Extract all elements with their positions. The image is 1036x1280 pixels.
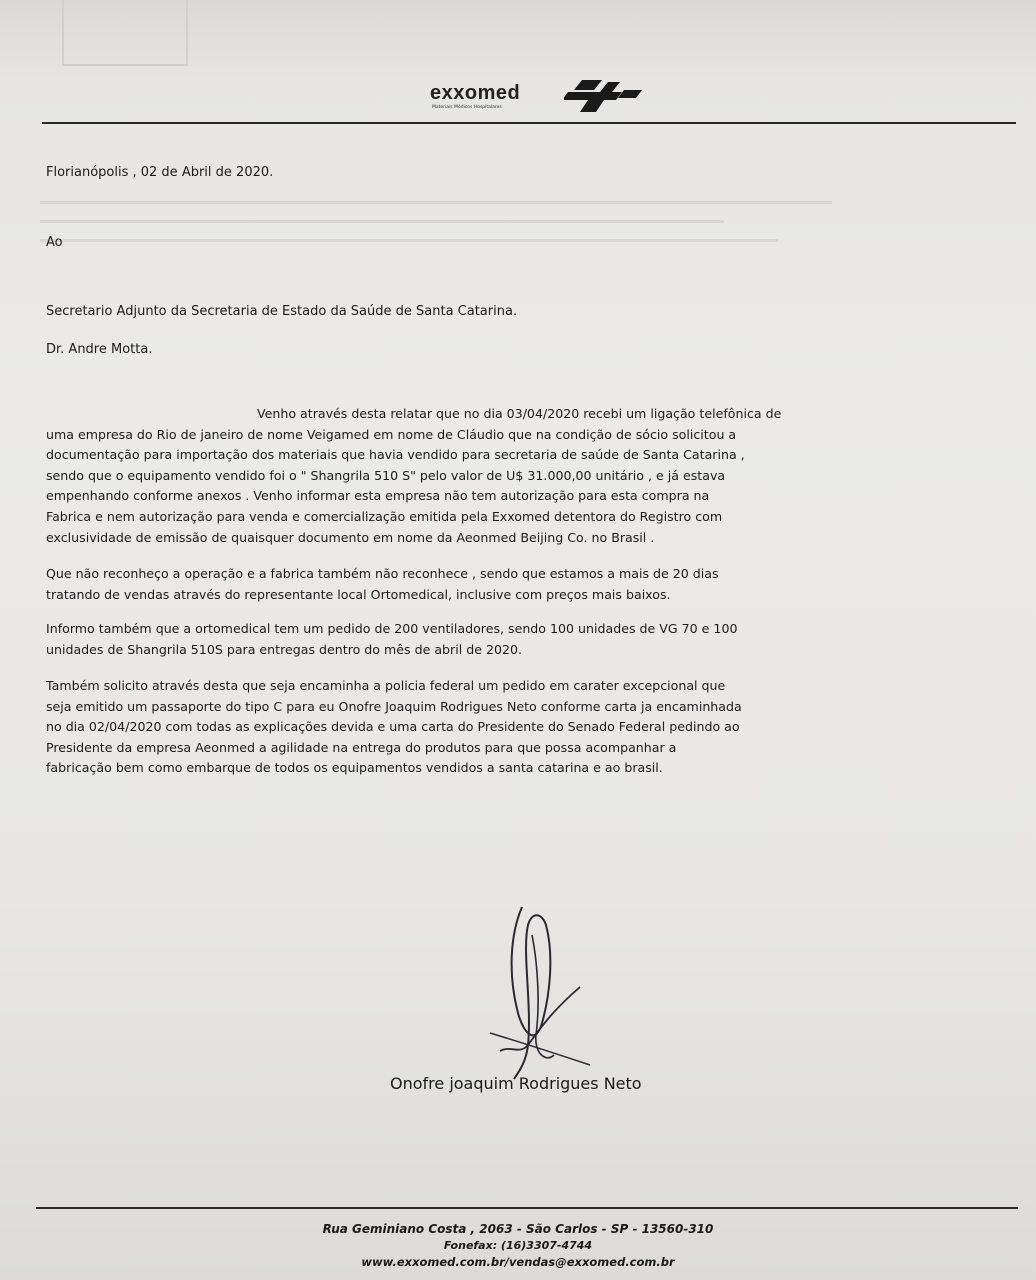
body-paragraph-4 bbox=[46, 676, 1036, 779]
header-divider bbox=[42, 122, 1016, 124]
company-logo bbox=[428, 78, 648, 116]
text-line: Fabrica e nem autorização para venda e comercialização emitida pela Exxomed detentora do Registro com bbox=[46, 508, 723, 524]
body-paragraph-3 bbox=[46, 619, 1036, 660]
handwritten-signature bbox=[470, 895, 610, 1085]
text-line: Presidente da empresa Aeonmed a agilidade na entrega do produtos para que possa acompanhar a bbox=[46, 739, 677, 755]
place-date: Florianópolis , 02 de Abril de 2020. bbox=[46, 165, 274, 180]
text-line: empenhando conforme anexos . Venho informar esta empresa não tem autorização para esta compra na bbox=[46, 488, 710, 504]
text-line: exclusividade de emissão de quaisquer documento em nome da Aeonmed Beijing Co. no Brasil . bbox=[46, 529, 655, 545]
text-line: documentação para importação dos materiais que havia vendido para secretaria de saúde de Santa Catarina , bbox=[46, 447, 745, 463]
logo-tagline: Materiais Médicos Hospitalares bbox=[432, 105, 502, 110]
recipient-name: Dr. Andre Motta. bbox=[46, 342, 153, 357]
letterhead bbox=[0, 72, 1036, 122]
text-line: seja emitido um passaporte do tipo C para eu Onofre Joaquim Rodrigues Neto conforme carta ja encaminhada bbox=[46, 698, 742, 714]
text-line: Também solicito através desta que seja encaminha a policia federal um pedido em carater excepcional que bbox=[46, 678, 726, 693]
body-paragraph-2 bbox=[46, 564, 1036, 605]
text-line: Que não reconheço a operação e a fabrica também não reconhece , sendo que estamos a mais de 20 dias bbox=[46, 566, 719, 581]
text-line: no dia 02/04/2020 com todas as explicações devida e uma carta do Presidente do Senado Federal pedindo ao bbox=[46, 719, 740, 735]
footer-phone: Fonefax: (16)3307-4744 bbox=[443, 1239, 593, 1252]
salutation: Ao bbox=[46, 235, 63, 250]
bleed-through-box bbox=[62, 0, 188, 66]
recipient-title: Secretario Adjunto da Secretaria de Estado da Saúde de Santa Catarina. bbox=[46, 304, 518, 319]
text-line: fabricação bem como embarque de todos os equipamentos vendidos a santa catarina e ao brasil. bbox=[46, 760, 663, 776]
text-line: unidades de Shangrila 510S para entregas dentro do mês de abril de 2020. bbox=[46, 641, 523, 657]
footer-address: Rua Geminiano Costa , 2063 - São Carlos - SP - 13560-310 bbox=[322, 1222, 714, 1236]
body-paragraph-1 bbox=[46, 404, 1036, 548]
logo-cross-icon bbox=[564, 78, 644, 114]
signer-name: Onofre joaquim Rodrigues Neto bbox=[390, 1074, 642, 1093]
logo-wordmark: exxomed bbox=[430, 82, 521, 104]
footer-web-email: www.exxomed.com.br/vendas@exxomed.com.br bbox=[361, 1255, 675, 1269]
text-line: Informo também que a ortomedical tem um pedido de 200 ventiladores, sendo 100 unidades de VG 70 e 100 bbox=[46, 621, 738, 636]
text-line: uma empresa do Rio de janeiro de nome Veigamed em nome de Cláudio que na condição de sócio solicitou a bbox=[46, 426, 737, 442]
text-line: Venho através desta relatar que no dia 03/04/2020 recebi um ligação telefônica de bbox=[257, 406, 782, 421]
footer-divider bbox=[36, 1207, 1018, 1209]
text-line: tratando de vendas através do representante local Ortomedical, inclusive com preços mais baixos. bbox=[46, 586, 671, 602]
bleed-through-lines bbox=[40, 185, 940, 275]
text-line: sendo que o equipamento vendido foi o " Shangrila 510 S" pelo valor de U$ 31.000,00 unitário , e já estava bbox=[46, 467, 726, 483]
